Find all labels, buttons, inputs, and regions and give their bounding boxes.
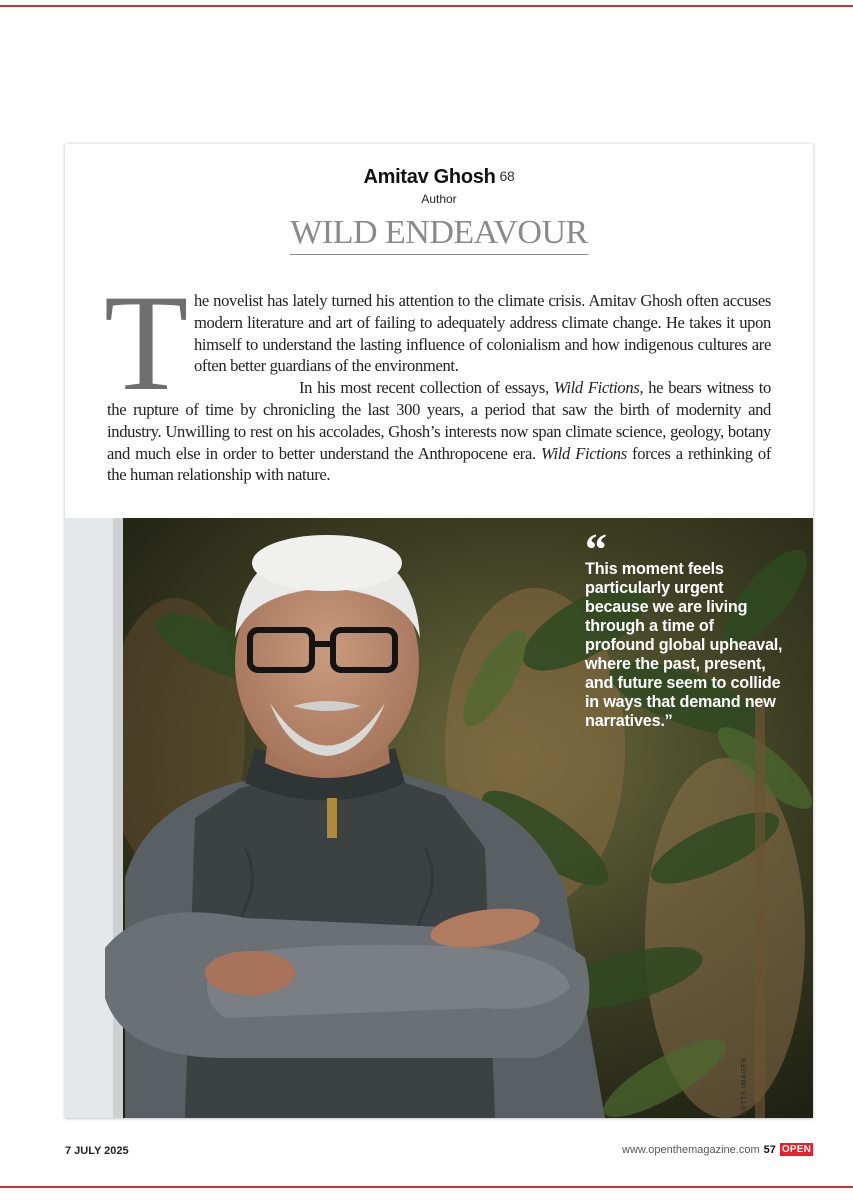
- bottom-rule: [0, 1186, 853, 1188]
- article-paragraph-2: [107, 377, 771, 486]
- top-rule: [0, 5, 853, 7]
- paragraph-2-text-c: forces a rethinking of the human relationship with nature.: [107, 443, 771, 485]
- headline: WILD ENDEAVOUR: [290, 214, 587, 255]
- profile-header: [65, 166, 813, 255]
- paragraph-1-text: he novelist has lately turned his attention to the climate crisis. Amitav Ghosh often accuses modern literature and art of failing to adequately address climate change. He takes it upon himself to understand the lasting influence of colonialism and how indigenous cultures are often better guardians of the environment.: [193, 291, 771, 376]
- author-name: Amitav Ghosh: [363, 166, 496, 188]
- book-title: Wild Fictions: [553, 378, 640, 398]
- footer-right: [622, 1143, 813, 1156]
- paragraph-2-text-b: , he bears witness to the rupture of time by chronicling the last 300 years, a period that saw the birth of modernity and industry. Unwilling to rest on his accolades, Ghosh’s interests now span climate science, geology, botany and much else in order to better understand the Anthropocene era.: [107, 378, 771, 463]
- quote-text: This moment feels particularly urgent because we are living through a time of profound global upheaval, where the past, present, and future seem to collide in ways that demand new narratives.”: [585, 560, 783, 730]
- pull-quote: [585, 525, 785, 731]
- book-title-2: Wild Fictions: [540, 443, 627, 463]
- quote-mark-icon: “: [585, 525, 607, 574]
- author-age: 68: [499, 168, 515, 184]
- photo-credit: GETTY IMAGES: [741, 1057, 748, 1116]
- author-photo: [65, 518, 813, 1118]
- drop-cap: T: [104, 266, 188, 419]
- article-body: [104, 266, 771, 486]
- page-number: 57: [763, 1143, 776, 1156]
- paragraph-2-text-a: In his most recent collection of essays,: [298, 378, 554, 398]
- profile-card: [65, 144, 813, 1118]
- issue-date: 7 JULY 2025: [65, 1145, 129, 1157]
- author-name-line: [65, 166, 813, 189]
- website-link[interactable]: www.openthemagazine.com: [622, 1143, 760, 1156]
- open-logo: OPEN: [781, 1144, 811, 1155]
- author-role: Author: [421, 192, 457, 206]
